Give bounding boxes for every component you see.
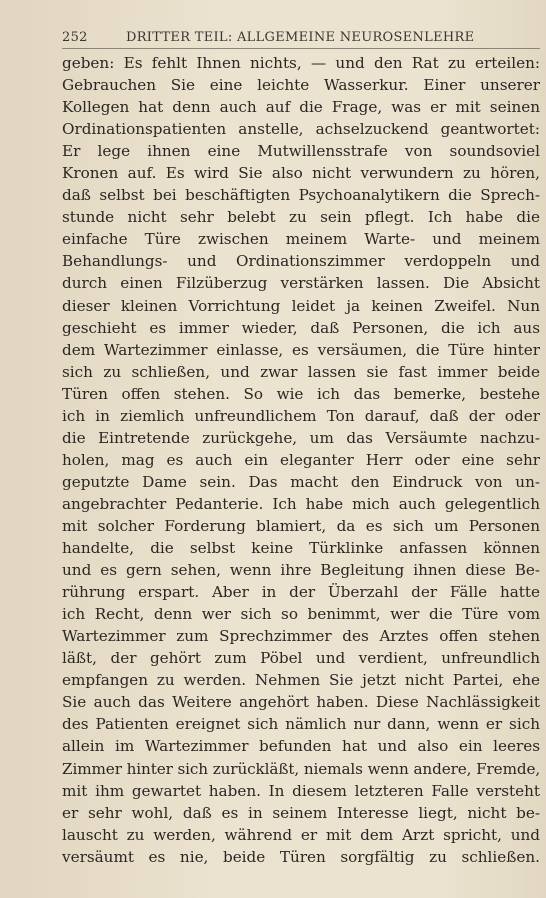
- text-line: Kronen auf. Es wird Sie also nicht verwundern zu hören,: [62, 164, 540, 183]
- text-line: empfangen zu werden. Nehmen Sie jetzt nicht Partei, ehe: [62, 671, 540, 690]
- text-line: allein im Wartezimmer befunden hat und also ein leeres: [62, 737, 540, 756]
- text-line: rührung erspart. Aber in der Überzahl der Fälle hatte: [62, 583, 540, 602]
- text-line: lauscht zu werden, während er mit dem Arzt spricht, und: [62, 825, 540, 844]
- text-line: geputzte Dame sein. Das macht den Eindruck von un-: [62, 472, 540, 491]
- text-line: ich in ziemlich unfreundlichem Ton darauf, daß der oder: [62, 406, 540, 425]
- header-rule: [62, 48, 540, 49]
- text-line: Türen offen stehen. So wie ich das bemerke, bestehe: [62, 384, 540, 403]
- text-line: durch einen Filzüberzug verstärken lassen. Die Absicht: [62, 274, 540, 293]
- page-number: 252: [62, 30, 88, 45]
- text-line: Zimmer hinter sich zurückläßt, niemals wenn andere, Fremde,: [62, 759, 541, 778]
- text-line: geschieht es immer wieder, daß Personen, die ich aus: [62, 318, 540, 337]
- text-line: des Patienten ereignet sich nämlich nur dann, wenn er sich: [62, 715, 540, 734]
- text-line: mit solcher Forderung blamiert, da es sich um Personen: [62, 516, 540, 535]
- text-line: läßt, der gehört zum Pöbel und verdient, unfreundlich: [62, 649, 540, 668]
- text-line: und es gern sehen, wenn ihre Begleitung ihnen diese Be-: [62, 561, 540, 580]
- text-line: Gebrauchen Sie eine leichte Wasserkur. Einer unserer: [62, 76, 540, 95]
- text-line: versäumt es nie, beide Türen sorgfältig zu schließen.: [62, 847, 540, 866]
- running-head: DRITTER TEIL: ALLGEMEINE NEUROSENLEHRE: [126, 30, 475, 45]
- text-line: Behandlungs- und Ordinationszimmer verdoppeln und: [62, 252, 540, 271]
- text-line: einfache Türe zwischen meinem Warte- und meinem: [62, 230, 540, 249]
- text-line: daß selbst bei beschäftigten Psychoanalytikern die Sprech-: [62, 186, 540, 205]
- body-text: [62, 52, 540, 868]
- text-line: handelte, die selbst keine Türklinke anfassen können: [62, 539, 540, 558]
- text-line: Kollegen hat denn auch auf die Frage, was er mit seinen: [62, 98, 540, 117]
- text-line: stunde nicht sehr belebt zu sein pflegt. Ich habe die: [62, 208, 540, 227]
- page-header: [62, 30, 540, 45]
- text-line: dem Wartezimmer einlasse, es versäumen, die Türe hinter: [62, 340, 540, 359]
- text-line: angebrachter Pedanterie. Ich habe mich auch gelegentlich: [62, 494, 540, 513]
- text-line: er sehr wohl, daß es in seinem Interesse liegt, nicht be-: [62, 803, 540, 822]
- text-line: geben: Es fehlt Ihnen nichts, — und den Rat zu erteilen:: [62, 54, 540, 72]
- text-line: Ordinationspatienten anstelle, achselzuckend geantwortet:: [62, 120, 540, 139]
- text-line: die Eintretende zurückgehe, um das Versäumte nachzu-: [62, 428, 540, 447]
- text-line: mit ihm gewartet haben. In diesem letzteren Falle versteht: [62, 781, 540, 800]
- text-line: Wartezimmer zum Sprechzimmer des Arztes offen stehen: [62, 627, 540, 646]
- text-line: sich zu schließen, und zwar lassen sie fast immer beide: [62, 362, 540, 381]
- text-line: ich Recht, denn wer sich so benimmt, wer die Türe vom: [62, 605, 540, 624]
- text-line: Er lege ihnen eine Mutwillensstrafe von soundsoviel: [62, 142, 540, 161]
- text-line: Sie auch das Weitere angehört haben. Diese Nachlässigkeit: [62, 693, 540, 712]
- text-line: dieser kleinen Vorrichtung leidet ja keinen Zweifel. Nun: [62, 296, 540, 315]
- text-line: holen, mag es auch ein eleganter Herr oder eine sehr: [62, 450, 540, 469]
